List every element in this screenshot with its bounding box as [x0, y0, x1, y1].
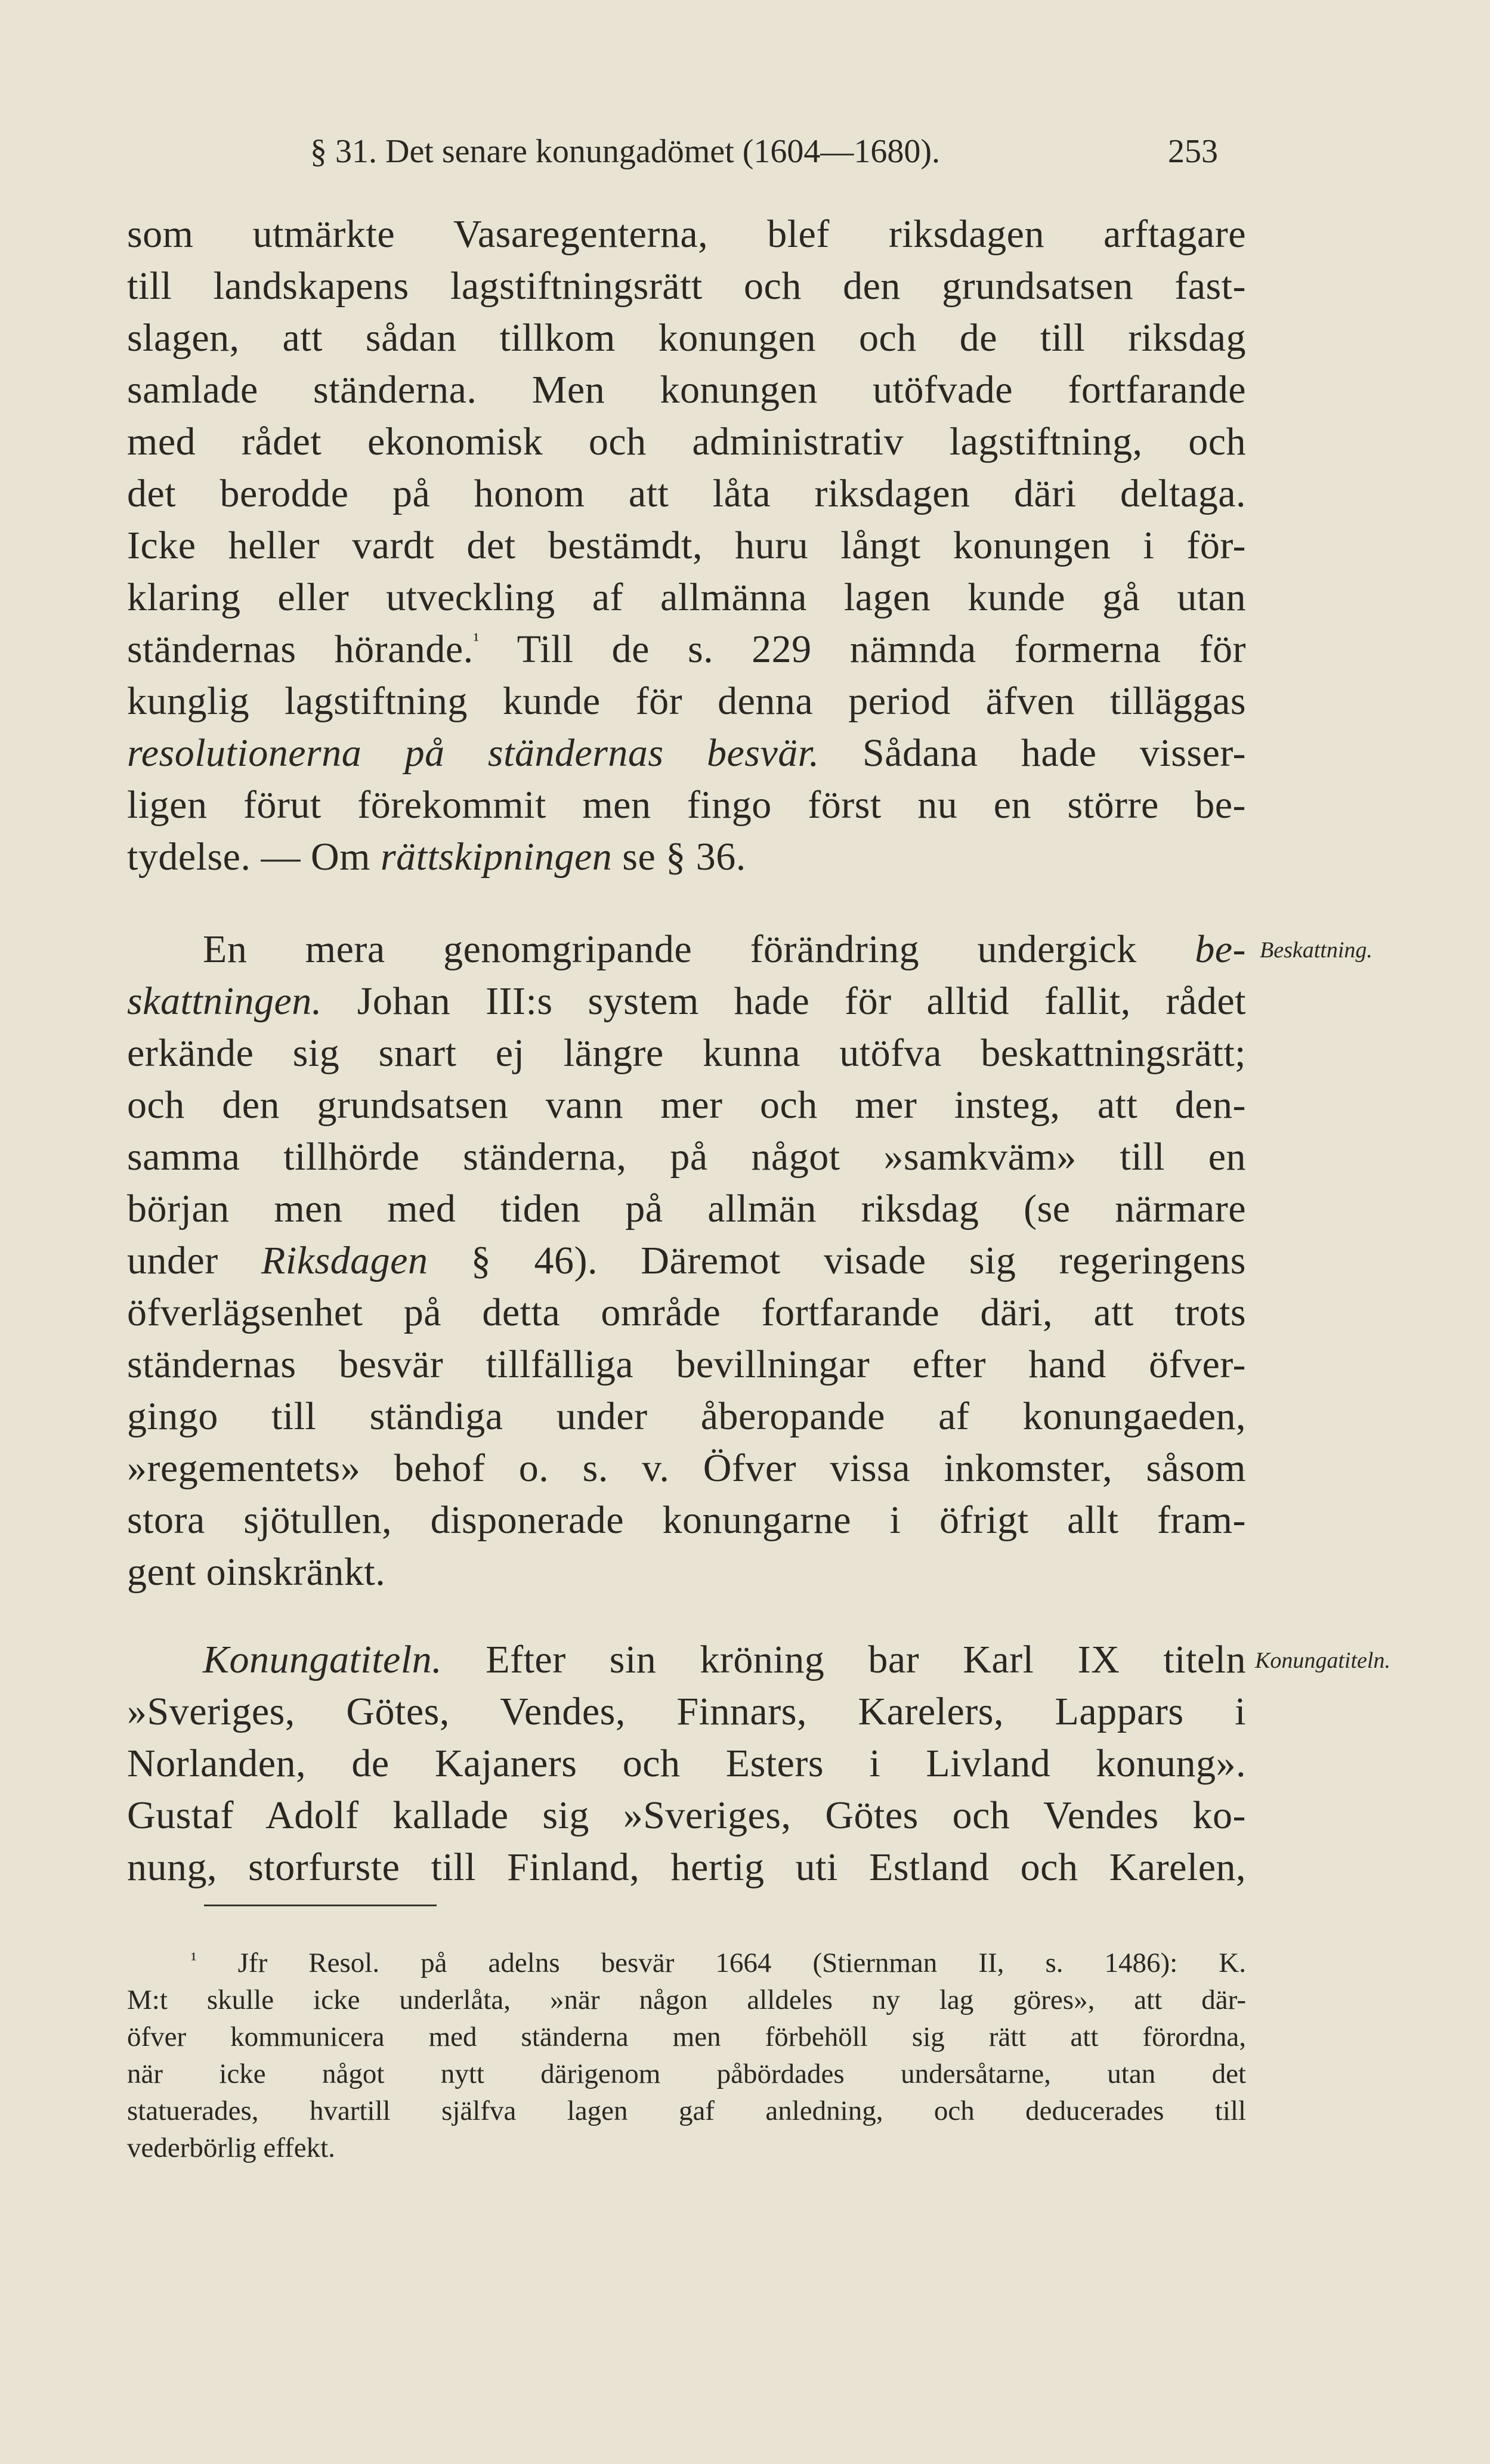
- text-line: nung, storfurste till Finland, hertig uti Estland och Karelen,: [127, 1845, 1246, 1889]
- text-run: Sådana hade visser-: [819, 731, 1246, 775]
- text-line: »Sveriges, Götes, Vendes, Finnars, Karelers, Lappars i: [127, 1690, 1246, 1733]
- text-line: [127, 979, 1246, 1023]
- footnote-line: [191, 1949, 1246, 1977]
- text-line: [127, 731, 1246, 775]
- text-line: kunglig lagstiftning kunde för denna period äfven tilläggas: [127, 679, 1246, 723]
- text-run: § 46). Däremot visade sig regeringens: [428, 1239, 1246, 1282]
- footnote-line: M:t skulle icke underlåta, »när någon alldeles ny lag göres», att där-: [127, 1984, 1246, 2015]
- text-line: [127, 1241, 1246, 1281]
- page-number: 253: [1168, 133, 1218, 170]
- text-line: samlade ständerna. Men konungen utöfvade fortfarande: [127, 368, 1246, 412]
- text-line: »regementets» behof o. s. v. Öfver vissa inkomster, såsom: [127, 1446, 1246, 1490]
- italic-term: Riksdagen: [261, 1239, 428, 1282]
- text-line: erkände sig snart ej längre kunna utöfva beskattningsrätt;: [127, 1031, 1246, 1075]
- text-run: Till de s. 229 nämnda formerna för: [479, 627, 1246, 671]
- footnote-line: statuerades, hvartill själfva lagen gaf anledning, och deducerades till: [127, 2095, 1246, 2126]
- italic-term: rättskipningen: [380, 835, 613, 879]
- text-line: [203, 930, 1246, 969]
- text-line: gent oinskränkt.: [127, 1550, 386, 1594]
- text-run: Johan III:s system hade för alltid fallit, rådet: [322, 979, 1246, 1023]
- text-line: Icke heller vardt det bestämdt, huru långt konungen i för-: [127, 524, 1246, 567]
- text-line: ligen förut förekommit men fingo först nu en större be-: [127, 783, 1246, 827]
- text-line: början men med tiden på allmän riksdag (se närmare: [127, 1187, 1246, 1231]
- margin-note-konungatiteln: Konungatiteln.: [1255, 1648, 1390, 1673]
- italic-term: be-: [1195, 928, 1246, 971]
- text-line: och den grundsatsen vann mer och mer insteg, att den-: [127, 1083, 1246, 1127]
- text-line: [203, 1640, 1246, 1680]
- text-line: till landskapens lagstiftningsrätt och den grundsatsen fast-: [127, 264, 1246, 308]
- text-run: tydelse. — Om: [127, 835, 381, 879]
- text-line: Norlanden, de Kajaners och Esters i Livland konung».: [127, 1742, 1246, 1785]
- text-run: ständernas hörande.: [127, 627, 474, 671]
- footnote-line: när icke något nytt därigenom påbördades undersåtarne, utan det: [127, 2058, 1246, 2089]
- footnote-marker: ¹: [473, 629, 480, 650]
- text-line: med rådet ekonomisk och administrativ lagstiftning, och: [127, 420, 1246, 463]
- text-line: samma tillhörde ständerna, på något »samkväm» till en: [127, 1135, 1246, 1179]
- text-run: se § 36.: [612, 835, 746, 879]
- text-run: Efter sin kröning bar Karl IX titeln: [442, 1638, 1246, 1681]
- italic-term: skattningen.: [127, 979, 322, 1023]
- italic-term: resolutionerna på ständernas besvär.: [127, 731, 820, 775]
- footnote-line: öfver kommunicera med ständerna men förbehöll sig rätt att förordna,: [127, 2021, 1246, 2052]
- running-header: § 31. Det senare konungadömet (1604—1680).: [310, 133, 940, 170]
- text-line: klaring eller utveckling af allmänna lagen kunde gå utan: [127, 576, 1246, 619]
- text-line: öfverlägsenhet på detta område fortfarande däri, att trots: [127, 1291, 1246, 1334]
- text-line: ständernas besvär tillfälliga bevillningar efter hand öfver-: [127, 1343, 1246, 1386]
- text-line: det berodde på honom att låta riksdagen däri deltaga.: [127, 472, 1246, 515]
- text-run: under: [127, 1239, 262, 1282]
- text-line: som utmärkte Vasaregenterna, blef riksdagen arftagare: [127, 212, 1246, 256]
- text-line: [127, 627, 1246, 671]
- footnote-line: vederbörlig effekt.: [127, 2132, 335, 2163]
- text-run: Jfr Resol. på adelns besvär 1664 (Stiernman II, s. 1486): K.: [196, 1947, 1246, 1978]
- text-line: gingo till ständiga under åberopande af konungaeden,: [127, 1395, 1246, 1438]
- text-run: En mera genomgripande förändring undergick: [203, 928, 1195, 971]
- text-line: [127, 837, 1246, 877]
- italic-term: Konungatiteln.: [203, 1638, 443, 1681]
- margin-note-beskattning: Beskattning.: [1260, 938, 1372, 963]
- text-line: stora sjötullen, disponerade konungarne i öfrigt allt fram-: [127, 1498, 1246, 1542]
- text-line: slagen, att sådan tillkom konungen och de till riksdag: [127, 316, 1246, 360]
- footnote-marker: ¹: [191, 1948, 197, 1970]
- footnote-divider: [204, 1905, 437, 1906]
- text-line: Gustaf Adolf kallade sig »Sveriges, Götes och Vendes ko-: [127, 1794, 1246, 1837]
